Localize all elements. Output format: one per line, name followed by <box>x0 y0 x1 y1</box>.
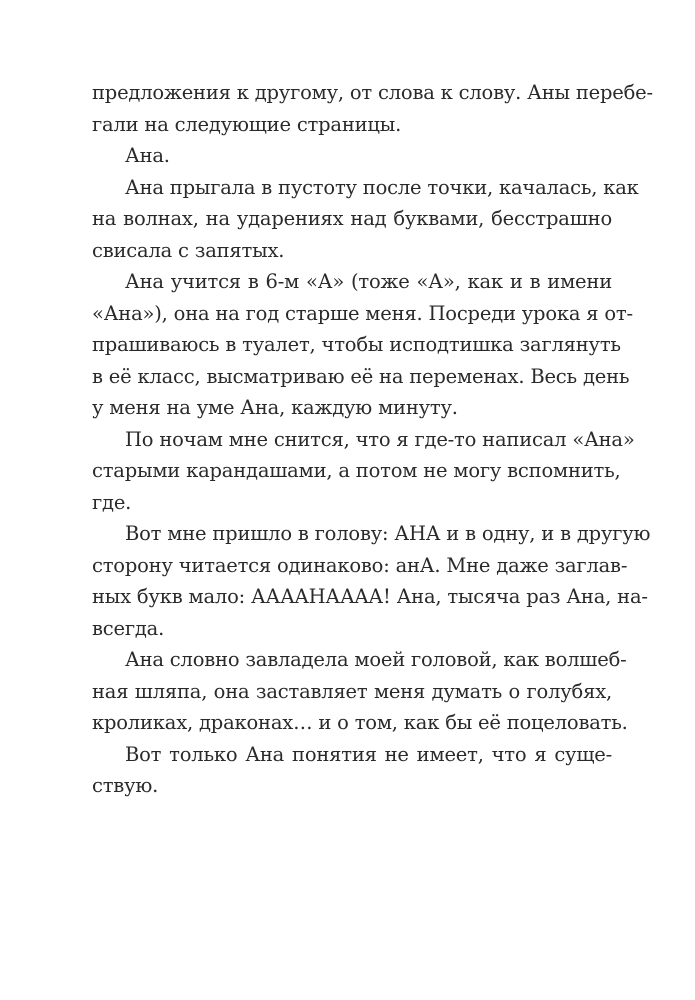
text-line: Вот только Ана понятия не имеет, что я суще- <box>125 742 612 766</box>
text-line: сторону читается одинаково: анА. Мне даже заглав- <box>92 553 628 577</box>
text-line: у меня на уме Ана, каждую минуту. <box>92 396 458 419</box>
text-line: на волнах, на ударениях над буквами, бесстрашно <box>92 207 612 230</box>
text-line: гали на следующие страницы. <box>92 112 402 136</box>
text-line: ная шляпа, она заставляет меня думать о голубях, <box>92 679 612 703</box>
text-line: прашиваюсь в туалет, чтобы исподтишка заглянуть <box>92 333 621 356</box>
text-line: Ана. <box>125 144 170 167</box>
text-line: ных букв мало: АААAНААAА! Ана, тысяча раз Ана, на- <box>92 585 648 608</box>
text-line: Ана словно завладела моей головой, как волшеб- <box>125 648 627 671</box>
text-line: где. <box>92 490 132 514</box>
text-line: ствую. <box>92 774 159 797</box>
text-line: всегда. <box>92 616 165 640</box>
text-line: предложения к другому, от слова к слову. Аны перебе- <box>92 81 653 104</box>
text-line: старыми карандашами, а потом не могу вспомнить, <box>92 459 621 482</box>
text-line: «Ана»), она на год старше меня. Посреди урока я от- <box>92 301 633 325</box>
text-line: Ана учится в 6-м «А» (тоже «А», как и в имени <box>125 270 612 293</box>
text-line: свисала с запятых. <box>92 238 285 262</box>
text-line: Вот мне пришло в голову: АНА и в одну, и в другую <box>125 522 651 545</box>
text-line: в её класс, высматриваю её на переменах. Весь день <box>92 364 630 388</box>
text-line: Ана прыгала в пустоту после точки, качалась, как <box>125 175 639 199</box>
text-line: По ночам мне снится, что я где-то написал «Ана» <box>125 427 635 451</box>
text-line: кроликах, драконах… и о том, как бы её поцеловать. <box>92 711 628 734</box>
page-text <box>92 77 653 802</box>
